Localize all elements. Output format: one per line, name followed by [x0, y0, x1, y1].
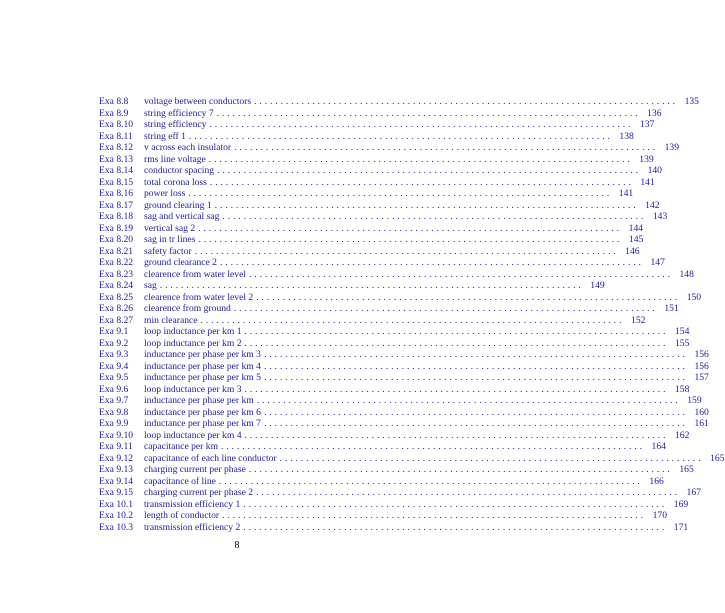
example-title: ground clearing 1	[144, 199, 212, 211]
toc-entry[interactable]	[99, 280, 605, 292]
toc-entry[interactable]	[99, 211, 668, 223]
example-title: sag	[144, 280, 157, 291]
example-title: inductance per phase per km 4	[144, 360, 261, 372]
example-number: Exa 8.10	[99, 119, 134, 130]
example-title: conductor spacing	[144, 165, 215, 176]
toc-entry[interactable]	[99, 429, 690, 442]
example-number: Exa 8.26	[99, 303, 134, 314]
page-number: 135	[684, 96, 699, 107]
toc-entry[interactable]	[99, 268, 694, 281]
example-number: Exa 8.24	[99, 280, 134, 291]
page-number: 149	[590, 280, 605, 291]
page-number: 152	[631, 314, 646, 326]
toc-entry[interactable]	[99, 245, 640, 258]
example-title: loop inductance per km 2	[144, 337, 242, 349]
leader-dots: ................................................................................	[209, 176, 634, 188]
example-title: inductance per phase per km 6	[144, 406, 261, 418]
toc-entry[interactable]	[99, 257, 665, 269]
example-title: sag in tr lines	[144, 234, 196, 245]
leader-dots: ................................................................................	[209, 119, 634, 130]
leader-dots: ................................................................................	[219, 257, 644, 268]
example-number: Exa 9.13	[99, 464, 134, 475]
table-of-contents	[99, 96, 725, 533]
example-title: charging current per phase 2	[144, 487, 254, 498]
page-number: 144	[628, 222, 644, 234]
toc-entry[interactable]	[99, 222, 644, 235]
example-title: rms line voltage	[144, 153, 206, 165]
example-title: clearence from water level	[144, 268, 246, 280]
example-number: Exa 9.4	[99, 360, 129, 372]
toc-entry[interactable]	[99, 234, 644, 246]
toc-entry[interactable]	[99, 326, 690, 338]
toc-entry[interactable]	[99, 395, 702, 407]
example-number: Exa 8.20	[99, 234, 134, 245]
page-number: 142	[645, 199, 660, 211]
example-title: inductance per phase per km 3	[144, 349, 261, 360]
page-number: 145	[628, 234, 644, 245]
example-number: Exa 8.19	[99, 222, 134, 234]
example-number: Exa 8.16	[99, 188, 134, 199]
toc-entry[interactable]	[99, 130, 634, 143]
example-title: transmission efficiency 1	[144, 498, 241, 510]
leader-dots: ................................................................................	[256, 395, 681, 406]
example-number: Exa 10.2	[99, 510, 134, 521]
leader-dots: ................................................................................	[221, 441, 645, 452]
toc-entry[interactable]	[99, 153, 654, 166]
toc-entry[interactable]	[99, 406, 709, 419]
toc-entry[interactable]	[99, 383, 690, 396]
leader-dots: ................................................................................	[200, 314, 625, 326]
example-number: Exa 9.3	[99, 349, 129, 360]
example-title: inductance per phase per km	[144, 395, 254, 406]
example-number: Exa 8.8	[99, 96, 129, 107]
example-title: ground clearance 2	[144, 257, 217, 268]
example-title: safety factor	[144, 245, 192, 257]
leader-dots: ................................................................................	[214, 199, 639, 211]
example-title: capacitance of each line conductor	[144, 452, 277, 464]
example-title: charging current per phase	[144, 464, 246, 475]
example-title: capacitance of line	[144, 475, 216, 487]
example-number: Exa 9.12	[99, 452, 134, 464]
leader-dots: ................................................................................	[254, 96, 678, 107]
leader-dots: ................................................................................	[244, 337, 669, 349]
example-number: Exa 8.12	[99, 142, 134, 153]
example-title: capacitance per km	[144, 441, 219, 452]
example-title: voltage between conductors	[144, 96, 252, 107]
leader-dots: ................................................................................	[244, 429, 669, 441]
toc-entry[interactable]	[99, 291, 702, 304]
leader-dots: ................................................................................	[234, 142, 658, 153]
example-title: string eff 1	[144, 130, 186, 142]
toc-entry[interactable]	[99, 176, 655, 189]
leader-dots: ................................................................................	[244, 383, 669, 395]
example-title: inductance per phase per km 7	[144, 418, 261, 429]
toc-entry[interactable]	[99, 107, 662, 120]
toc-entry[interactable]	[99, 165, 662, 177]
example-title: clearence from ground	[144, 303, 231, 314]
toc-entry[interactable]	[99, 441, 666, 453]
leader-dots: ................................................................................	[248, 464, 673, 475]
page-number: 151	[664, 303, 679, 314]
example-number: Exa 8.15	[99, 176, 134, 188]
page-number: 167	[686, 487, 701, 498]
example-title: inductance per phase per km 5	[144, 372, 261, 383]
example-number: Exa 8.23	[99, 268, 134, 280]
page-number: 139	[664, 142, 679, 153]
page-number: 157	[694, 372, 709, 383]
page-number: 137	[639, 119, 655, 130]
page-number: 150	[686, 291, 702, 303]
toc-entry[interactable]	[99, 452, 725, 465]
example-number: Exa 9.5	[99, 372, 129, 383]
toc-entry[interactable]	[99, 303, 679, 315]
toc-entry[interactable]	[99, 521, 689, 534]
leader-dots: ................................................................................	[222, 211, 647, 222]
page-number: 160	[694, 406, 709, 418]
leader-dots: ................................................................................	[256, 487, 680, 498]
leader-dots: ................................................................................	[243, 521, 668, 533]
page-footer-number: 8	[234, 540, 240, 551]
leader-dots: ................................................................................	[198, 222, 623, 234]
leader-dots: ................................................................................	[263, 406, 688, 418]
page-number: 169	[673, 498, 689, 510]
example-number: Exa 8.13	[99, 153, 134, 165]
example-title: sag and vertical sag	[144, 211, 220, 222]
example-title: min clearance	[144, 314, 198, 326]
example-title: transmission efficiency 2	[144, 521, 241, 533]
example-number: Exa 9.1	[99, 326, 129, 337]
example-title: power loss	[144, 188, 186, 199]
page-number: 170	[652, 510, 668, 521]
leader-dots: ................................................................................	[233, 303, 658, 314]
leader-dots: ................................................................................	[208, 153, 633, 165]
leader-dots: ................................................................................	[216, 107, 641, 119]
example-number: Exa 8.11	[99, 130, 133, 142]
toc-entry[interactable]	[99, 372, 709, 384]
page-number: 165	[679, 464, 694, 475]
example-number: Exa 9.10	[99, 429, 134, 441]
page-number: 141	[640, 176, 655, 188]
example-number: Exa 10.3	[99, 521, 134, 533]
page-number: 164	[651, 441, 666, 452]
page-number: 147	[650, 257, 665, 268]
toc-entry[interactable]	[99, 349, 709, 361]
example-title: string efficiency 7	[144, 107, 214, 119]
page-number: 140	[647, 165, 662, 176]
toc-entry[interactable]	[99, 464, 694, 476]
leader-dots: ................................................................................	[263, 349, 688, 360]
toc-entry[interactable]	[99, 314, 646, 327]
example-number: Exa 10.1	[99, 498, 134, 510]
page-number: 156	[694, 349, 709, 360]
leader-dots: ................................................................................	[263, 360, 688, 372]
example-title: clearence from water level 2	[144, 291, 254, 303]
example-title: vertical sag 2	[144, 222, 196, 234]
leader-dots: ................................................................................	[249, 268, 673, 280]
toc-entry[interactable]	[99, 498, 689, 511]
toc-entry[interactable]	[99, 510, 668, 522]
leader-dots: ................................................................................	[244, 326, 669, 337]
page-number: 141	[618, 188, 634, 199]
toc-entry[interactable]	[99, 487, 701, 499]
page-number: 165	[710, 452, 725, 464]
page-number: 146	[625, 245, 640, 257]
page-number: 158	[675, 383, 690, 395]
example-title: loop inductance per km 4	[144, 429, 242, 441]
example-number: Exa 9.6	[99, 383, 129, 395]
page-number: 138	[619, 130, 634, 142]
page-number: 143	[652, 211, 668, 222]
leader-dots: ................................................................................	[218, 475, 643, 487]
example-number: Exa 8.21	[99, 245, 134, 257]
example-title: length of conductor	[144, 510, 220, 521]
leader-dots: ................................................................................	[188, 188, 613, 199]
page-number: 154	[675, 326, 690, 337]
example-number: Exa 9.7	[99, 395, 129, 406]
example-number: Exa 8.17	[99, 199, 134, 211]
leader-dots: ................................................................................	[222, 510, 647, 521]
example-number: Exa 8.27	[99, 314, 134, 326]
leader-dots: ................................................................................	[194, 245, 619, 257]
page-number: 155	[675, 337, 690, 349]
leader-dots: ................................................................................	[217, 165, 641, 176]
example-number: Exa 9.15	[99, 487, 134, 498]
leader-dots: ................................................................................	[198, 234, 623, 245]
example-title: loop inductance per km 3	[144, 383, 242, 395]
page-number: 148	[679, 268, 694, 280]
toc-entry[interactable]	[99, 96, 699, 108]
page-number: 156	[694, 360, 709, 372]
page-number: 139	[639, 153, 654, 165]
example-title: v across each insulator	[144, 142, 232, 153]
example-title: total corona loss	[144, 176, 207, 188]
toc-entry[interactable]	[99, 337, 690, 350]
page-number: 171	[673, 521, 689, 533]
example-number: Exa 9.9	[99, 418, 129, 429]
example-number: Exa 8.18	[99, 211, 134, 222]
toc-entry[interactable]	[99, 418, 709, 430]
page-number: 166	[649, 475, 664, 487]
leader-dots: ................................................................................	[263, 418, 688, 429]
example-number: Exa 8.9	[99, 107, 129, 119]
example-number: Exa 9.8	[99, 406, 129, 418]
toc-entry[interactable]	[99, 360, 709, 373]
page-number: 159	[687, 395, 702, 406]
toc-entry[interactable]	[99, 142, 679, 154]
leader-dots: ................................................................................	[256, 291, 681, 303]
toc-entry[interactable]	[99, 475, 664, 488]
example-number: Exa 8.22	[99, 257, 134, 268]
leader-dots: ................................................................................	[243, 498, 668, 510]
leader-dots: ................................................................................	[263, 372, 688, 383]
page-number: 136	[647, 107, 662, 119]
toc-entry[interactable]	[99, 199, 660, 212]
leader-dots: ................................................................................	[188, 130, 613, 142]
example-number: Exa 9.14	[99, 475, 134, 487]
toc-entry[interactable]	[99, 119, 655, 131]
example-number: Exa 9.11	[99, 441, 133, 452]
example-title: loop inductance per km 1	[144, 326, 242, 337]
example-number: Exa 8.25	[99, 291, 134, 303]
toc-entry[interactable]	[99, 188, 634, 200]
example-number: Exa 8.14	[99, 165, 134, 176]
page-number: 161	[694, 418, 709, 429]
leader-dots: ................................................................................	[159, 280, 584, 291]
page-number: 162	[675, 429, 690, 441]
example-title: string efficiency	[144, 119, 207, 130]
leader-dots: ................................................................................	[279, 452, 704, 464]
example-number: Exa 9.2	[99, 337, 129, 349]
